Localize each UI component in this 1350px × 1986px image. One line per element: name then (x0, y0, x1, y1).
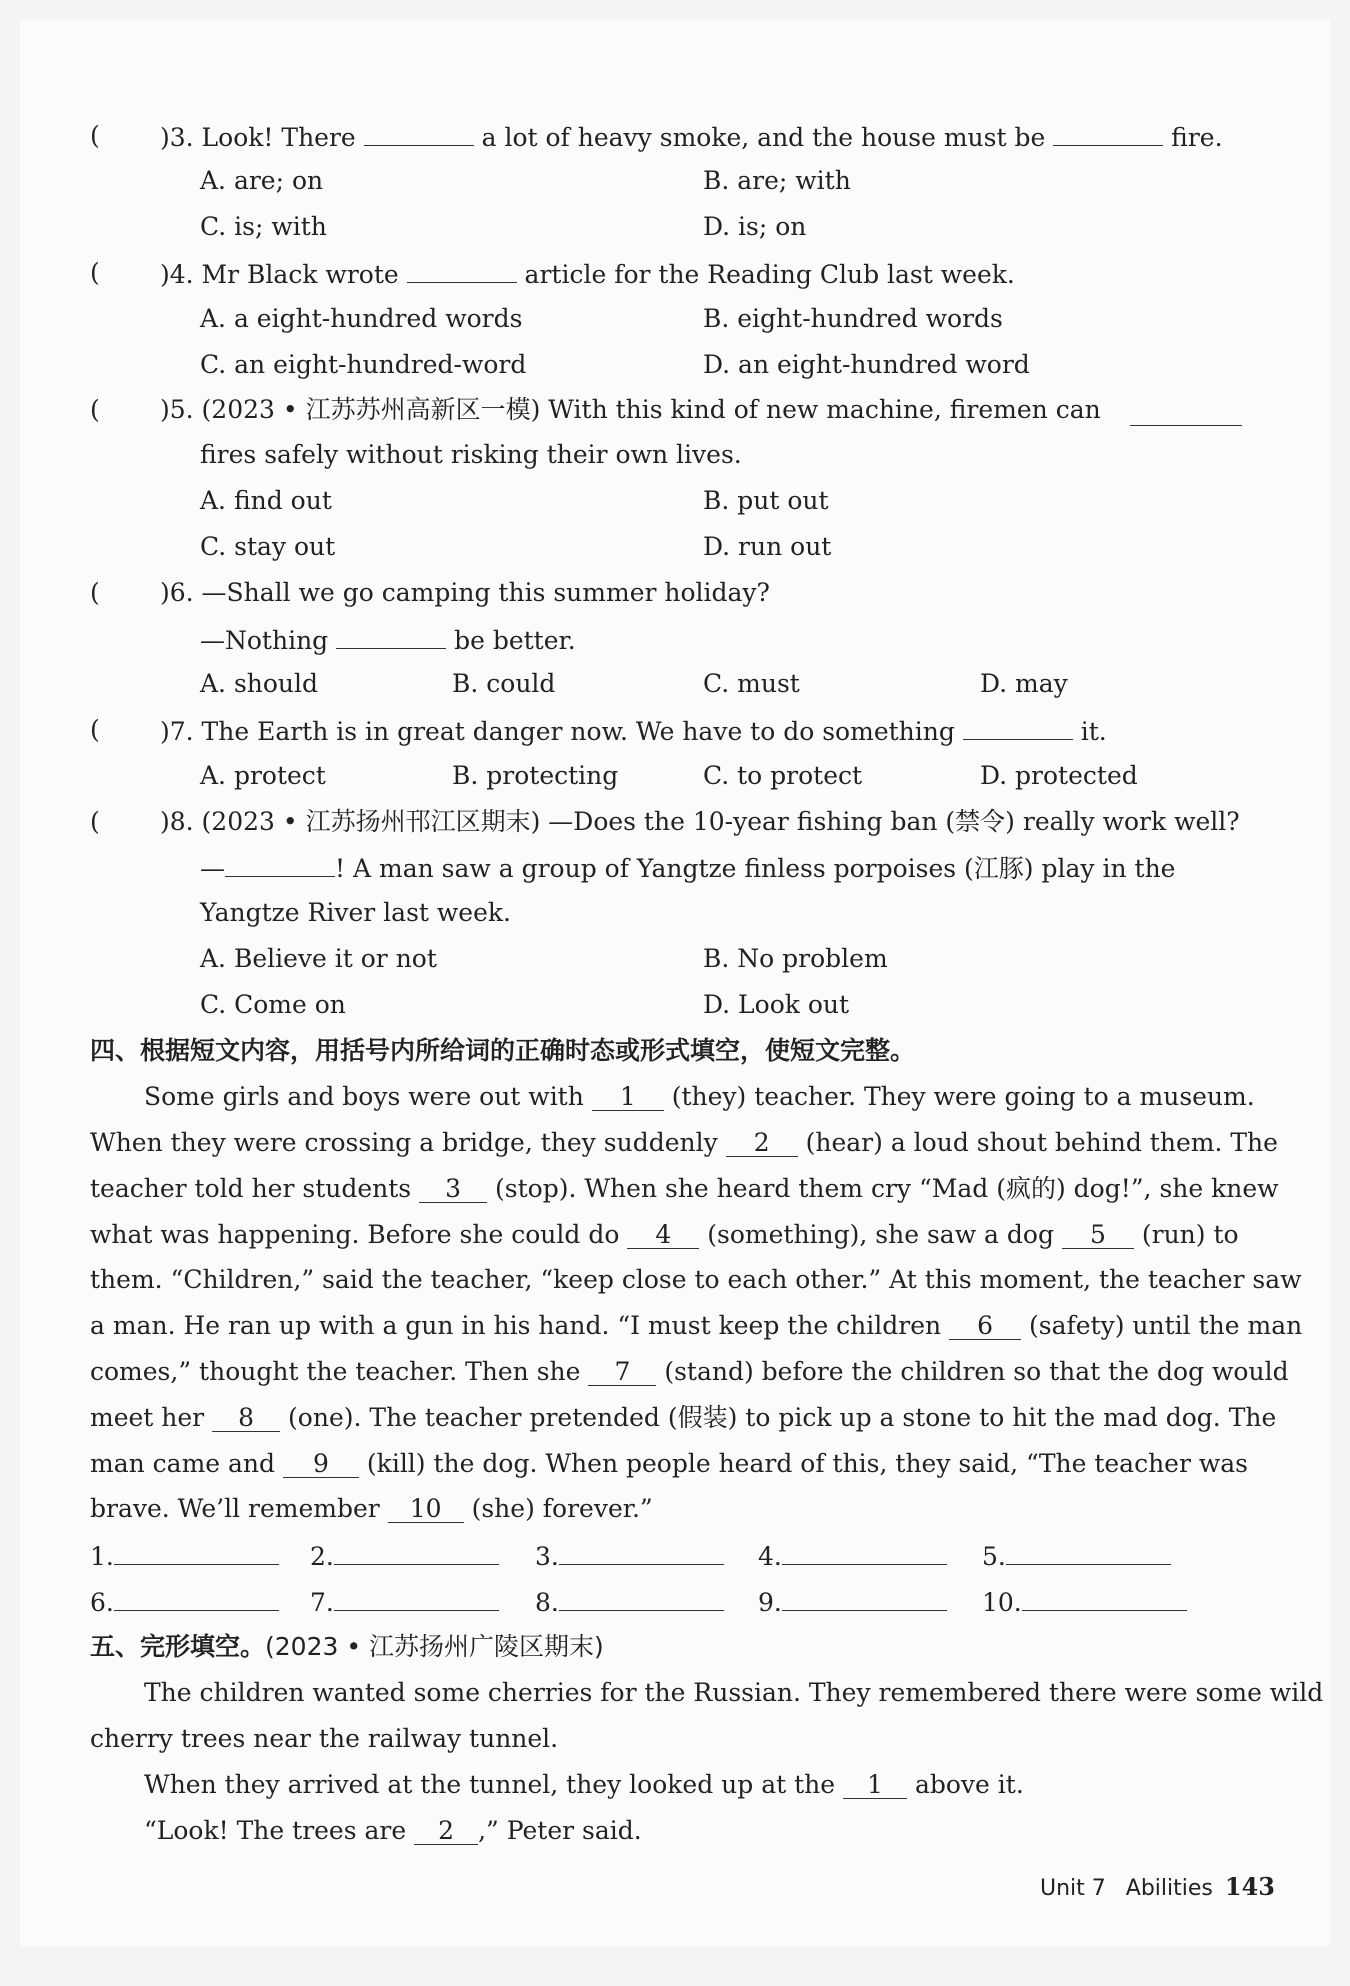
passage-line: When they arrived at the tunnel, they looked up at the 1 above it. (144, 1770, 1024, 1799)
answer-slot-2[interactable]: 2. (310, 1538, 499, 1574)
numbered-blank[interactable]: 3 (419, 1176, 487, 1203)
fill-blank[interactable] (364, 119, 474, 146)
unit-title: Abilities (1125, 1876, 1213, 1901)
answer-paren[interactable]: ( (90, 578, 100, 607)
answer-paren[interactable]: ( (90, 715, 100, 744)
answer-slot-7[interactable]: 7. (310, 1584, 499, 1620)
option-d[interactable]: D. run out (703, 532, 832, 561)
passage-line: meet her 8 (one). The teacher pretended (假装) to pick up a stone to hit the mad dog. The (90, 1403, 1277, 1432)
section-5-heading: 五、完形填空。(2023 • 江苏扬州广陵区期末) (90, 1632, 604, 1661)
unit-label: Unit 7 (1040, 1876, 1106, 1901)
option-d[interactable]: D. may (980, 669, 1068, 698)
question-text: a lot of heavy smoke, and the house must be (473, 123, 1054, 152)
answer-paren[interactable]: ( (90, 807, 100, 836)
passage-line: The children wanted some cherries for the Russian. They remembered there were some wild (144, 1678, 1324, 1707)
numbered-blank[interactable]: 1 (843, 1772, 907, 1799)
answer-slot-1[interactable]: 1. (90, 1538, 279, 1574)
passage-line: When they were crossing a bridge, they suddenly 2 (hear) a loud shout behind them. The (90, 1128, 1278, 1157)
option-b[interactable]: B. put out (703, 486, 829, 515)
passage-line: brave. We’ll remember 10 (she) forever.” (90, 1494, 653, 1523)
passage-line: a man. He ran up with a gun in his hand. “I must keep the children 6 (safety) until the man (90, 1311, 1303, 1340)
option-c[interactable]: C. Come on (200, 990, 346, 1019)
question-text: )3. Look! There (160, 123, 364, 152)
fill-blank[interactable] (1053, 119, 1163, 146)
option-a[interactable]: A. Believe it or not (200, 944, 437, 973)
fill-blank[interactable] (336, 622, 446, 649)
question-text: —Nothing (200, 626, 337, 655)
question-text: )8. (2023 • 江苏扬州邗江区期末) —Does the 10-year fishing ban (禁令) really work well? (160, 807, 1240, 836)
option-b[interactable]: B. eight-hundred words (703, 304, 1003, 333)
question-text: )6. —Shall we go camping this summer holiday? (160, 578, 770, 607)
page-number: 143 (1224, 1872, 1275, 1901)
option-d[interactable]: D. protected (980, 761, 1138, 790)
question-text: )4. Mr Black wrote (160, 260, 407, 289)
numbered-blank[interactable]: 10 (388, 1496, 464, 1523)
section-4-heading: 四、根据短文内容，用括号内所给词的正确时态或形式填空，使短文完整。 (90, 1036, 916, 1065)
question-text: Yangtze River last week. (200, 898, 511, 927)
numbered-blank[interactable]: 9 (283, 1451, 359, 1478)
answer-slot-4[interactable]: 4. (758, 1538, 947, 1574)
option-a[interactable]: A. are; on (200, 166, 324, 195)
option-b[interactable]: B. are; with (703, 166, 851, 195)
answer-slot-3[interactable]: 3. (535, 1538, 724, 1574)
source-note: (2023 • 江苏扬州广陵区期末) (265, 1632, 604, 1661)
passage-line: what was happening. Before she could do 4 (something), she saw a dog 5 (run) to (90, 1220, 1239, 1249)
answer-slot-8[interactable]: 8. (535, 1584, 724, 1620)
answer-slot-10[interactable]: 10. (982, 1584, 1187, 1620)
answer-paren[interactable]: ( (90, 258, 100, 287)
question-text: it. (1072, 717, 1107, 746)
question-text: )5. (2023 • 江苏苏州高新区一模) With this kind of new machine, firemen can (160, 395, 1101, 424)
option-a[interactable]: A. protect (200, 761, 326, 790)
fill-blank[interactable] (963, 713, 1073, 740)
question-text: article for the Reading Club last week. (516, 260, 1015, 289)
fill-blank[interactable] (407, 256, 517, 283)
numbered-blank[interactable]: 4 (627, 1222, 699, 1249)
option-c[interactable]: C. to protect (703, 761, 863, 790)
passage-line: teacher told her students 3 (stop). When she heard them cry “Mad (疯的) dog!”, she knew (90, 1174, 1279, 1203)
answer-paren[interactable]: ( (90, 395, 100, 424)
passage-line: man came and 9 (kill) the dog. When people heard of this, they said, “The teacher was (90, 1449, 1249, 1478)
option-d[interactable]: D. an eight-hundred word (703, 350, 1030, 379)
fill-blank[interactable] (1130, 399, 1242, 426)
option-b[interactable]: B. could (452, 669, 556, 698)
question-text: fires safely without risking their own lives. (200, 440, 742, 469)
answer-slot-9[interactable]: 9. (758, 1584, 947, 1620)
workbook-page: ( )3. Look! There a lot of heavy smoke, and the house must be fire. A. are; on B. are; with C. is; with D. is; on ( )4. Mr Black wrote article for the Reading Club last week. A. a eight-hundred words B. eight-hundred words C. an eight-hundred-word D. an eight-hundred word ( )5. (2023 • 江苏苏州高新区一模) With this kind of new machine, firemen can fires safely without risking their own lives. A. find out B. put out C. stay out D. run out ( )6. —Shall we go camping this summer holiday? —Nothing be better. A. should B. could C. must D. may ( )7. The Earth is in great danger now. We have to do something it. A. protect B. protecting C. to protect D. protected ( )8. (2023 • 江苏扬州邗江区期末) —Does the 10-year fishing ban (禁令) really work well? — ! A man saw a group of Yangtze finless porpoises (江豚) play in the Yangtze River last week. A. Believe it or not B. No problem C. Come on D. Look out 四、根据短文内容，用括号内所给词的正确时态或形式填空，使短文完整。 Some girls and boys were out with 1 (they) teacher. They were going to a museum. When they were crossing a bridge, they suddenly 2 (hear) a loud shout behind them. The teacher told her students 3 (stop). When she heard them cry “Mad (疯的) dog!”, she knew what was happening. Before she could do 4 (something), she saw a dog 5 (run) to them. “Children,” said the teacher, “keep close to each other.” At this moment, the teacher saw a man. He ran up with a gun in his hand. “I must keep the children 6 (safety) until the man comes,” thought the teacher. Then she 7 (stand) before the children so that the dog would meet her 8 (one). The teacher pretended (假装) to pick up a stone to hit the mad dog. The man came and 9 (kill) the dog. When people heard of this, they said, “The teacher was brave. We’ll remember 10 (she) forever.” 1. 2. 3. 4. 5. 6. 7. 8. 9. 10. 五、完形填空。(2023 • 江苏扬州广陵区期末) The children wanted some cherries for the Russian. They remembered there were some wild cherry trees near the railway tunnel. When they arrived at the tunnel, they looked up at the 1 above it. “Look! The trees are 2 ,” Peter said. Unit 7 Abilities 143 (20, 20, 1330, 1946)
passage-line: “Look! The trees are 2 ,” Peter said. (144, 1816, 642, 1845)
option-c[interactable]: C. an eight-hundred-word (200, 350, 527, 379)
numbered-blank[interactable]: 2 (726, 1130, 798, 1157)
option-c[interactable]: C. stay out (200, 532, 336, 561)
passage-line: them. “Children,” said the teacher, “keep close to each other.” At this moment, the teacher saw (90, 1265, 1302, 1294)
option-d[interactable]: D. is; on (703, 212, 807, 241)
question-text: be better. (446, 626, 576, 655)
option-a[interactable]: A. a eight-hundred words (200, 304, 523, 333)
answer-slot-5[interactable]: 5. (982, 1538, 1171, 1574)
option-b[interactable]: B. protecting (452, 761, 619, 790)
numbered-blank[interactable]: 1 (592, 1084, 664, 1111)
question-text: )7. The Earth is in great danger now. We have to do something (160, 717, 963, 746)
passage-line: cherry trees near the railway tunnel. (90, 1724, 559, 1753)
numbered-blank[interactable]: 8 (212, 1405, 280, 1432)
numbered-blank[interactable]: 6 (949, 1313, 1021, 1340)
option-b[interactable]: B. No problem (703, 944, 888, 973)
answer-slot-6[interactable]: 6. (90, 1584, 279, 1620)
numbered-blank[interactable]: 7 (588, 1359, 656, 1386)
page-footer (1040, 1872, 1275, 1904)
option-a[interactable]: A. find out (200, 486, 332, 515)
option-a[interactable]: A. should (200, 669, 319, 698)
option-c[interactable]: C. is; with (200, 212, 327, 241)
question-text: fire. (1163, 123, 1223, 152)
question-text: ! A man saw a group of Yangtze finless porpoises (江豚) play in the (335, 854, 1176, 883)
answer-paren[interactable]: ( (90, 121, 100, 150)
option-c[interactable]: C. must (703, 669, 800, 698)
fill-blank[interactable] (225, 850, 335, 877)
option-d[interactable]: D. Look out (703, 990, 850, 1019)
numbered-blank[interactable]: 2 (414, 1818, 478, 1845)
numbered-blank[interactable]: 5 (1062, 1222, 1134, 1249)
passage-line: Some girls and boys were out with 1 (they) teacher. They were going to a museum. (144, 1082, 1255, 1111)
passage-line: comes,” thought the teacher. Then she 7 (stand) before the children so that the dog would (90, 1357, 1289, 1386)
